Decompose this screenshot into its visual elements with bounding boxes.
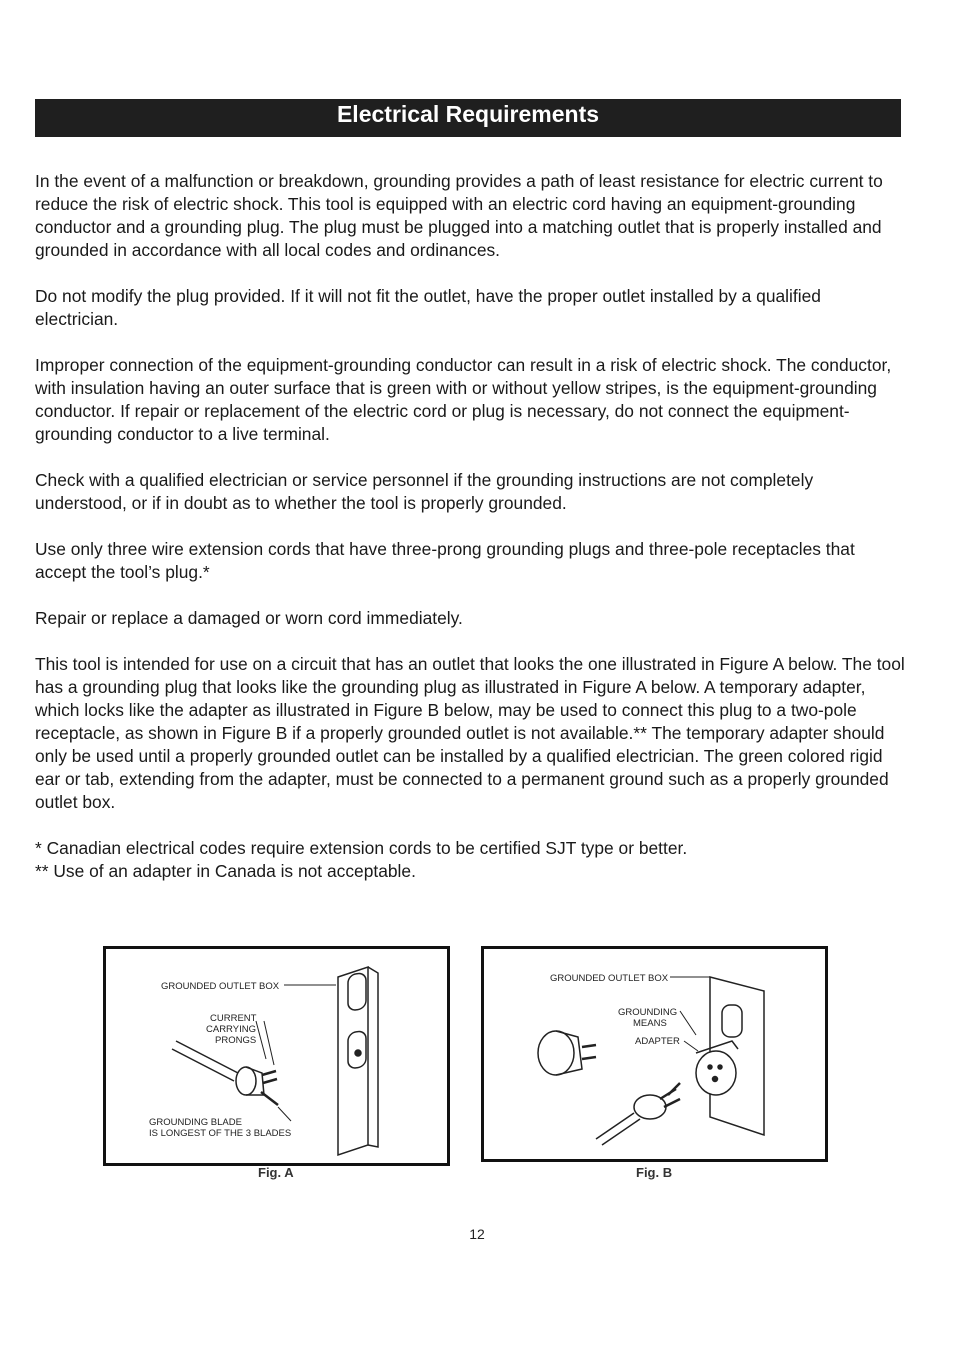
section-title-bar bbox=[35, 99, 901, 137]
paragraph-circuit: This tool is intended for use on a circuit that has an outlet that looks the one illustrated in Figure A below. The tool has a grounding plug that looks like the grounding plug as illustrated in Figure A below. A temporary adapter, which locks like the adapter as illustrated in Figure B below, may be used to connect this plug to a two-pole receptacle, as shown in Figure B if a properly grounded outlet is not available.** The temporary adapter should only be used until a properly grounded outlet can be installed by a qualified electrician. The green colored rigid ear or tab, extending from the adapter, must be connected to a permanent ground such as a properly grounded outlet box. bbox=[35, 654, 905, 812]
body-text bbox=[35, 170, 905, 883]
grounding-plug-icon bbox=[172, 1041, 278, 1105]
callout-prongs-line-1: CURRENT bbox=[210, 1013, 257, 1024]
figure-b-label: Fig. B bbox=[636, 1165, 673, 1180]
callout-means-line-1: GROUNDING bbox=[618, 1007, 678, 1018]
wall-outlet-icon bbox=[338, 967, 378, 1155]
paragraph-repair: Repair or replace a damaged or worn cord immediately. bbox=[35, 608, 463, 628]
callout-adapter: ADAPTER bbox=[635, 1036, 680, 1047]
paragraph-extension-cords: Use only three wire extension cords that have three-prong grounding plugs and three-pole receptacles that accept the tool’s plug.* bbox=[35, 539, 855, 582]
callout-blade-line-2: IS LONGEST OF THE 3 BLADES bbox=[149, 1128, 292, 1139]
figure-a-illustration bbox=[103, 946, 450, 1166]
callout-prongs-line-2: CARRYING bbox=[206, 1024, 256, 1035]
paragraph-conductor: Improper connection of the equipment-grounding conductor can result in a risk of electric shock. The conductor, with insulation having an outer surface that is green with or without yellow stripes, is the equipment-grounding conductor. If repair or replacement of the electric cord or plug is necessary, do not connect the equipment-grounding conductor to a live terminal. bbox=[35, 355, 892, 444]
paragraph-check: Check with a qualified electrician or service personnel if the grounding instructions are not completely understood, or if in doubt as to whether the tool is properly grounded. bbox=[35, 470, 814, 513]
callout-prongs-line-3: PRONGS bbox=[215, 1035, 257, 1046]
figure-a-label: Fig. A bbox=[258, 1165, 294, 1180]
two-prong-adapter-icon bbox=[538, 1031, 596, 1075]
paragraph-grounding: In the event of a malfunction or breakdown, grounding provides a path of least resistance for electric current to reduce the risk of electric shock. This tool is equipped with an electric cord having an equipment-grounding conductor and a grounding plug. The plug must be plugged into a matching outlet that is properly installed and grounded in accordance with all local codes and ordinances. bbox=[35, 171, 883, 260]
paragraph-plug: Do not modify the plug provided. If it will not fit the outlet, have the proper outlet installed by a qualified electrician. bbox=[35, 286, 821, 329]
callout-blade-line-1: GROUNDING BLADE bbox=[149, 1117, 242, 1128]
adapter-icon bbox=[696, 1041, 738, 1095]
callout-means-line-2: MEANS bbox=[633, 1018, 667, 1029]
figure-b-illustration bbox=[481, 946, 828, 1162]
callout-outlet-box-b: GROUNDED OUTLET BOX bbox=[550, 973, 669, 984]
footnotes bbox=[35, 837, 905, 883]
callout-outlet-box-a: GROUNDED OUTLET BOX bbox=[161, 981, 280, 992]
footnote-adapter-canada: ** Use of an adapter in Canada is not acceptable. bbox=[35, 861, 416, 881]
footnote-canada-codes: * Canadian electrical codes require extension cords to be certified SJT type or better. bbox=[35, 838, 688, 858]
section-title: Electrical Requirements bbox=[336, 101, 600, 127]
grounding-plug-icon bbox=[596, 1083, 680, 1145]
page-number: 12 bbox=[469, 1226, 485, 1242]
